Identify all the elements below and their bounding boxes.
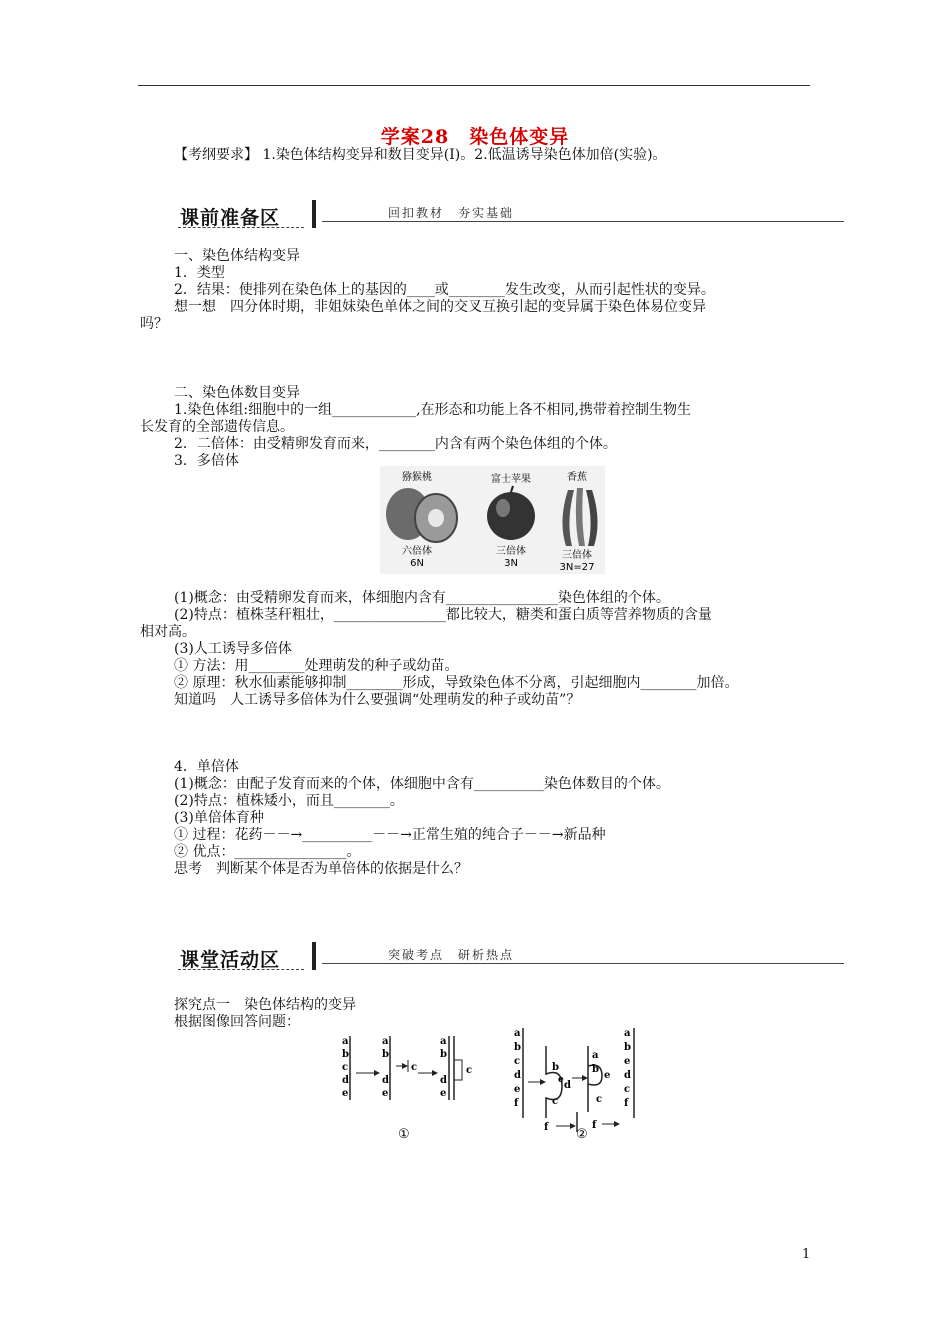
text-line: 长发育的全部遗传信息。 [140,419,294,435]
banner-bar [312,942,316,970]
diagram-1 [342,1026,650,1142]
apple-ploidy: 三倍体 [496,546,526,557]
figure-label-1: ① [398,1127,410,1142]
banner-title: 课前准备区 [180,207,281,229]
banner-title: 课堂活动区 [180,949,281,971]
gene-label-f: f [624,1098,629,1109]
banner-dash [178,227,304,228]
text-line: (3)单倍体育种 [174,810,264,826]
gene-label-e: e [624,1056,631,1067]
text-line: 吗？ [140,316,168,332]
banner-rule [322,963,844,964]
gene-label-b: b [342,1049,349,1060]
text-line: 知道吗 人工诱导多倍体为什么要强调“处理萌发的种子或幼苗”？ [174,692,581,708]
gene-label-d: d [624,1070,631,1081]
text-line: 2．二倍体：由受精卵发育而来，________内含有两个染色体组的个体。 [174,436,617,452]
apple-n: 3N [504,558,518,569]
gene-label-c: c [596,1094,603,1105]
gene-label-a: a [624,1028,631,1039]
gene-label-c: c [552,1096,559,1107]
banana-ploidy: 三倍体 [562,550,592,561]
gene-label-c: c [514,1056,521,1067]
gene-label-a: a [342,1036,349,1047]
gene-label-e: e [440,1088,447,1099]
diagram-2 [514,1028,634,1142]
text-line: (2)特点：植株矮小，而且________。 [174,793,404,809]
page-title: 学案28 染色体变异 [380,126,570,148]
gene-label-c: c [624,1084,631,1095]
banner-bar [312,200,316,228]
syllabus-requirement: 【考纲要求】 1.染色体结构变异和数目变异(Ⅰ)。2.低温诱导染色体加倍(实验)。 [174,147,667,163]
figure-label-2: ② [576,1127,588,1142]
inquiry-heading: 探究点一 染色体结构的变异 [174,997,356,1013]
text-line: 1．类型 [174,265,225,281]
gene-label-a: a [382,1036,389,1047]
kiwi-name: 猕猴桃 [402,472,432,483]
gene-label-b: b [382,1049,389,1060]
gene-label-c: c [466,1065,473,1076]
banana-name: 香蕉 [567,472,587,483]
banner-rule [322,221,844,222]
text-line: 相对高。 [140,624,196,640]
kiwi-image [386,488,457,542]
banner-dash [178,969,304,970]
text-line: ② 原理：秋水仙素能够抑制________形成，导致染色体不分离，引起细胞内________加倍。 [174,675,739,691]
text-line: 4．单倍体 [174,759,239,775]
text-line: ② 优点：________________。 [174,844,361,860]
gene-label-c: c [411,1062,418,1073]
banana-n: 3N=27 [559,562,595,573]
page-number: 1 [802,1247,811,1262]
section-banner-preclass [174,200,844,234]
kiwi-n: 6N [410,558,424,569]
chromosome-diagrams [330,1026,650,1144]
gene-label-d: d [514,1070,521,1081]
kiwi-ploidy: 六倍体 [402,546,432,557]
polyploid-fruit-figure [380,466,605,574]
text-line: 1.染色体组:细胞中的一组____________,在形态和功能上各不相同,携带着控制生物生 [174,402,691,418]
apple-name: 富士苹果 [491,474,531,485]
text-line: ① 方法：用________处理萌发的种子或幼苗。 [174,658,459,674]
text-line: (2)特点：植株茎秆粗壮，________________都比较大，糖类和蛋白质等营养物质的含量 [174,607,712,623]
gene-label-b: b [624,1042,631,1053]
gene-label-b: b [514,1042,521,1053]
gene-label-a: a [514,1028,521,1039]
gene-label-b: b [552,1062,559,1073]
banner-subtitle: 回扣教材 夯实基础 [388,206,515,220]
gene-label-f: f [544,1122,549,1133]
text-line: 3．多倍体 [174,453,239,469]
gene-label-e: e [514,1084,521,1095]
gene-label-d: d [440,1075,447,1086]
text-line: 思考 判断某个体是否为单倍体的依据是什么？ [174,861,468,877]
text-line: 2．结果：使排列在染色体上的基因的____或________发生改变，从而引起性状的变异。 [174,282,715,298]
gene-label-d: d [564,1080,571,1091]
text-line: (1)概念：由配子发育而来的个体，体细胞中含有__________染色体数目的个体。 [174,776,670,792]
text-line: (1)概念：由受精卵发育而来，体细胞内含有________________染色体组的个体。 [174,590,670,606]
heading-number-variation: 二、染色体数目变异 [174,385,300,401]
heading-structure-variation: 一、染色体结构变异 [174,248,300,264]
section-banner-inclass [174,942,844,976]
gene-label-e: e [342,1088,349,1099]
text-line: (3)人工诱导多倍体 [174,641,292,657]
text-line: 想一想 四分体时期，非姐妹染色单体之间的交叉互换引起的变异属于染色体易位变异 [174,299,706,315]
gene-label-c: c [342,1062,349,1073]
gene-label-d: d [382,1075,389,1086]
gene-label-f: f [514,1098,519,1109]
text-line: ① 过程：花药－－→__________－－→正常生殖的纯合子－－→新品种 [174,827,606,843]
header-rule [138,85,810,86]
gene-label-e: e [382,1088,389,1099]
gene-label-b: b [592,1064,599,1075]
gene-label-e: e [604,1070,611,1081]
gene-label-f: f [592,1120,597,1131]
gene-label-e: e [558,1075,564,1085]
gene-label-d: d [342,1075,349,1086]
banana-image [562,488,597,546]
gene-label-a: a [440,1036,447,1047]
gene-label-b: b [440,1049,447,1060]
banner-subtitle: 突破考点 研析热点 [388,948,515,962]
gene-label-a: a [592,1050,599,1061]
text-line: 根据图像回答问题： [174,1014,300,1030]
